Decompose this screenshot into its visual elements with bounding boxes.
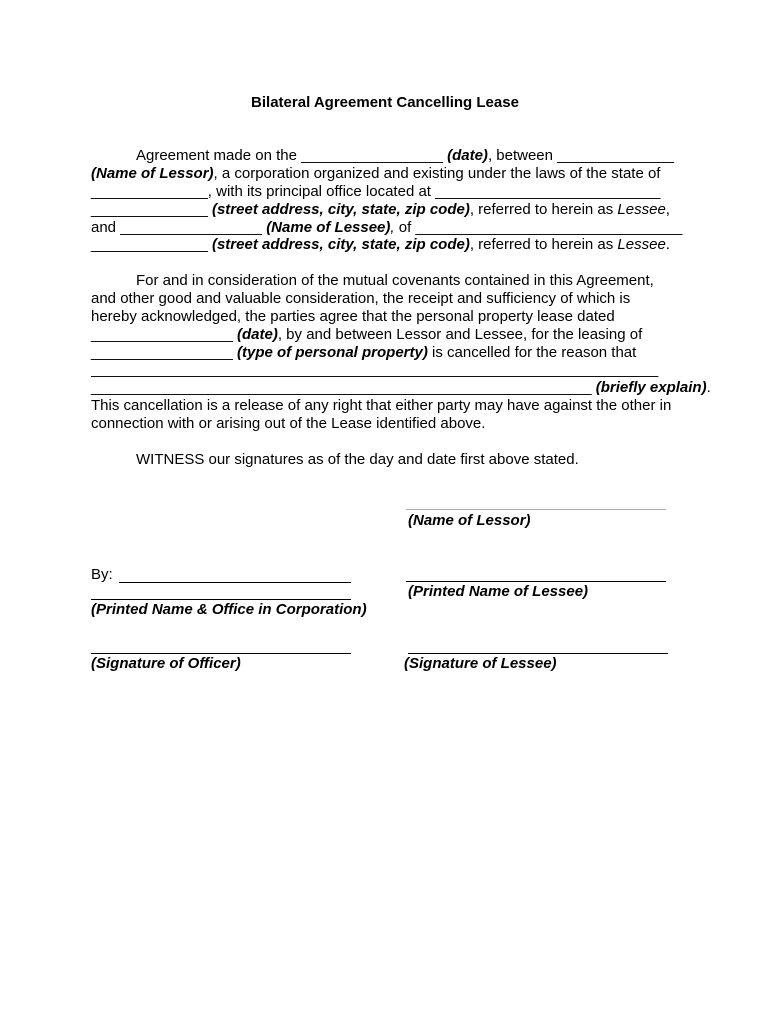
para1-line4: ______________ (street address, city, state, zip code), referred to herein as Lessee, (91, 200, 670, 218)
para1-line2: (Name of Lessor), a corporation organized and existing under the laws of the state of (91, 164, 661, 182)
para1-line6: ______________ (street address, city, state, zip code), referred to herein as Lessee. (91, 236, 670, 254)
para2-line2: and other good and valuable consideration, the receipt and sufficiency of which is (91, 289, 631, 307)
consideration-paragraph (91, 272, 711, 433)
agreement-paragraph (91, 147, 691, 254)
printed-officer-caption: (Printed Name & Office in Corporation) (91, 601, 367, 618)
by-signature-line[interactable] (119, 582, 351, 583)
para2-line8: This cancellation is a release of any right that either party may have against the other in (91, 397, 672, 415)
lessor-name-caption: (Name of Lessor) (408, 512, 531, 529)
printed-lessee-line[interactable] (406, 581, 666, 582)
para1-line5: and _________________ (Name of Lessee), of ________________________________ (91, 218, 683, 236)
officer-signature-line[interactable] (91, 653, 351, 654)
para2-line4: _________________ (date), by and between Lessor and Lessee, for the leasing of (91, 325, 643, 343)
para2-line1: For and in consideration of the mutual covenants contained in this Agreement, (136, 272, 654, 289)
witness-statement: WITNESS our signatures as of the day and date first above stated. (136, 451, 579, 468)
document-title: Bilateral Agreement Cancelling Lease (251, 94, 519, 111)
lessee-signature-caption: (Signature of Lessee) (404, 655, 557, 672)
para1-line1: Agreement made on the _________________ (date), between ______________ (136, 147, 674, 164)
para2-line9: connection with or arising out of the Lease identified above. (91, 415, 486, 433)
para2-line3: hereby acknowledged, the parties agree that the personal property lease dated (91, 307, 615, 325)
para2-line5: _________________ (type of personal property) is cancelled for the reason that (91, 343, 637, 361)
lessor-signature-line[interactable] (406, 509, 666, 510)
printed-lessee-caption: (Printed Name of Lessee) (408, 583, 589, 600)
printed-officer-line[interactable] (91, 599, 351, 600)
by-label: By: (91, 566, 113, 583)
para1-line3: ______________, with its principal office located at ___________________________ (91, 182, 661, 200)
para2-line6: ____________________________________________________________________ (91, 361, 659, 379)
para2-line7: ____________________________________________________________ (briefly explain). (91, 379, 711, 397)
officer-signature-caption: (Signature of Officer) (91, 655, 241, 672)
lessee-signature-line[interactable] (408, 653, 668, 654)
